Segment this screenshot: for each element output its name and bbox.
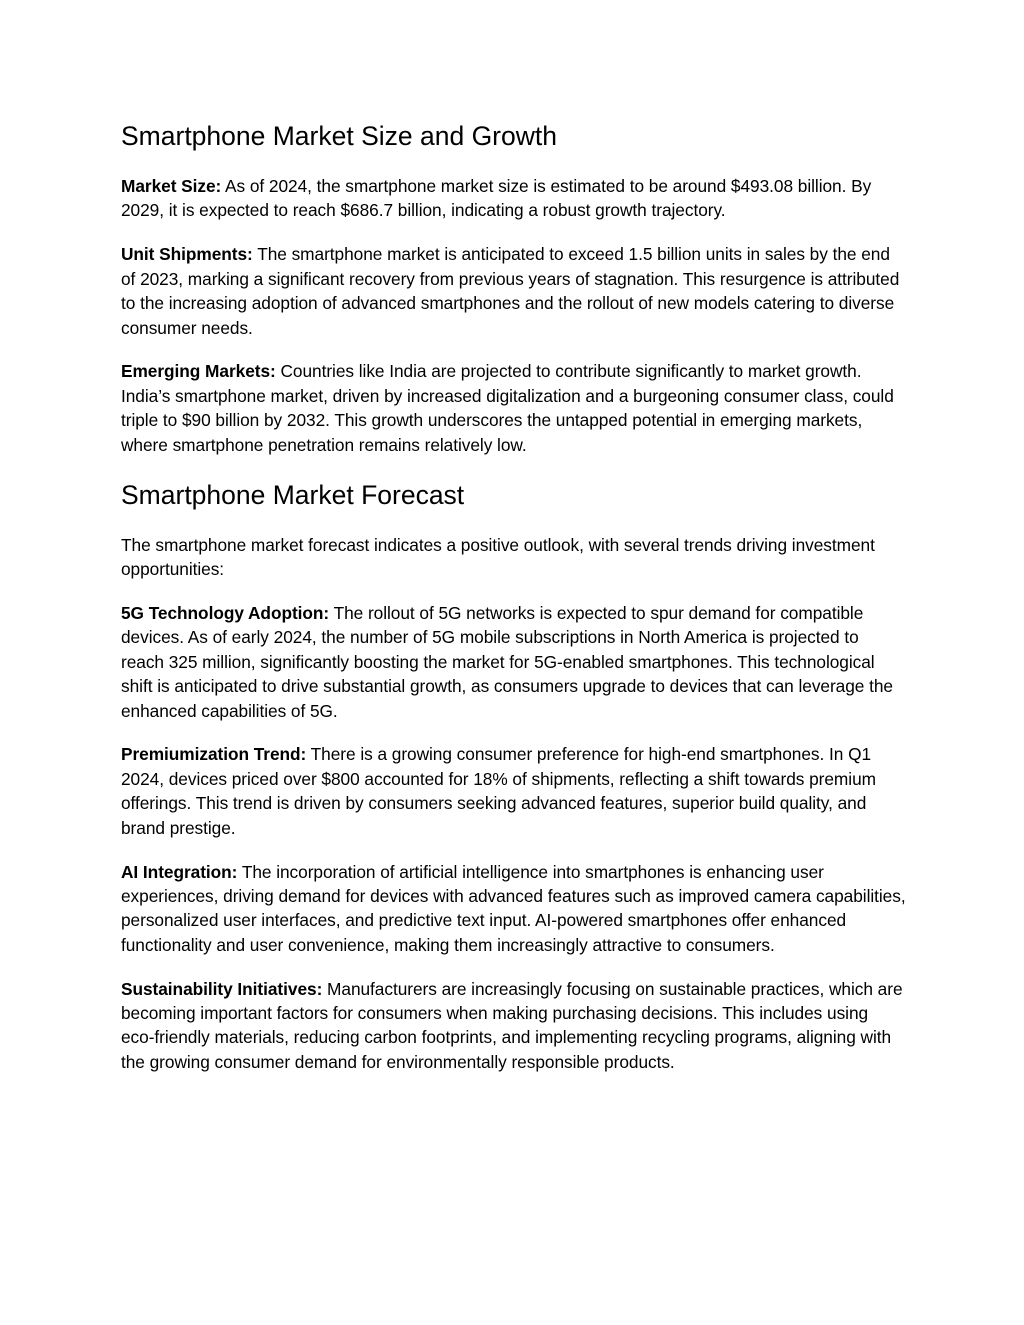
paragraph-label: AI Integration: (121, 861, 238, 882)
paragraph-forecast-intro: The smartphone market forecast indicates a positive outlook, with several trends driving investment opportunities: (121, 534, 875, 579)
paragraph-unit-shipments (121, 242, 906, 340)
paragraph-premiumization (121, 742, 906, 840)
paragraph-text: The incorporation of artificial intelligence into smartphones is enhancing user experiences, driving demand for devices with advanced features such as improved camera capabilities, personalized user interfaces, and predictive text input. AI-powered smartphones offer enhanced functionality and user convenience, making them increasingly attractive to consumers. (121, 861, 906, 955)
paragraph-text: Countries like India are projected to contribute significantly to market growth. India’s smartphone market, driven by increased digitalization and a burgeoning consumer class, could triple to $90 billion by 2032. This growth underscores the untapped potential in emerging markets, where smartphone penetration remains relatively low. (121, 361, 894, 455)
section-heading-market-size: Smartphone Market Size and Growth (121, 121, 557, 151)
document-page (121, 118, 906, 1074)
paragraph-ai-integration (121, 860, 906, 958)
paragraph-market-size (121, 174, 906, 223)
paragraph-text: Manufacturers are increasingly focusing on sustainable practices, which are becoming important factors for consumers when making purchasing decisions. This includes using eco-friendly materials, reducing carbon footprints, and implementing recycling programs, aligning with the growing consumer demand for environmentally responsible products. (121, 978, 903, 1072)
paragraph-text: The rollout of 5G networks is expected to spur demand for compatible devices. As of early 2024, the number of 5G mobile subscriptions in North America is projected to reach 325 million, significantly boosting the market for 5G-enabled smartphones. This technological shift is anticipated to drive substantial growth, as consumers upgrade to devices that can leverage the enhanced capabilities of 5G. (121, 602, 893, 721)
paragraph-label: Market Size: (121, 176, 222, 196)
paragraph-text: The smartphone market is anticipated to exceed 1.5 billion units in sales by the end of 2023, marking a significant recovery from previous years of stagnation. This resurgence is attributed to the increasing adoption of advanced smartphones and the rollout of new models catering to diverse consumer needs. (121, 244, 900, 338)
paragraph-text: As of 2024, the smartphone market size is estimated to be around $493.08 billion. By 2029, it is expected to reach $686.7 billion, indicating a robust growth trajectory. (121, 176, 872, 221)
section-heading-market-forecast: Smartphone Market Forecast (121, 479, 465, 510)
paragraph-label: Premiumization Trend: (121, 744, 307, 765)
paragraph-text: There is a growing consumer preference for high-end smartphones. In Q1 2024, devices priced over $800 accounted for 18% of shipments, reflecting a shift towards premium offerings. This trend is driven by consumers seeking advanced features, superior build quality, and brand prestige. (121, 744, 876, 838)
paragraph-label: Sustainability Initiatives: (121, 978, 323, 999)
paragraph-emerging-markets (121, 359, 906, 457)
paragraph-label: 5G Technology Adoption: (121, 602, 330, 623)
paragraph-sustainability (121, 977, 906, 1075)
paragraph-5g-adoption (121, 601, 906, 723)
paragraph-label: Emerging Markets: (121, 361, 276, 382)
paragraph-label: Unit Shipments: (121, 244, 253, 265)
